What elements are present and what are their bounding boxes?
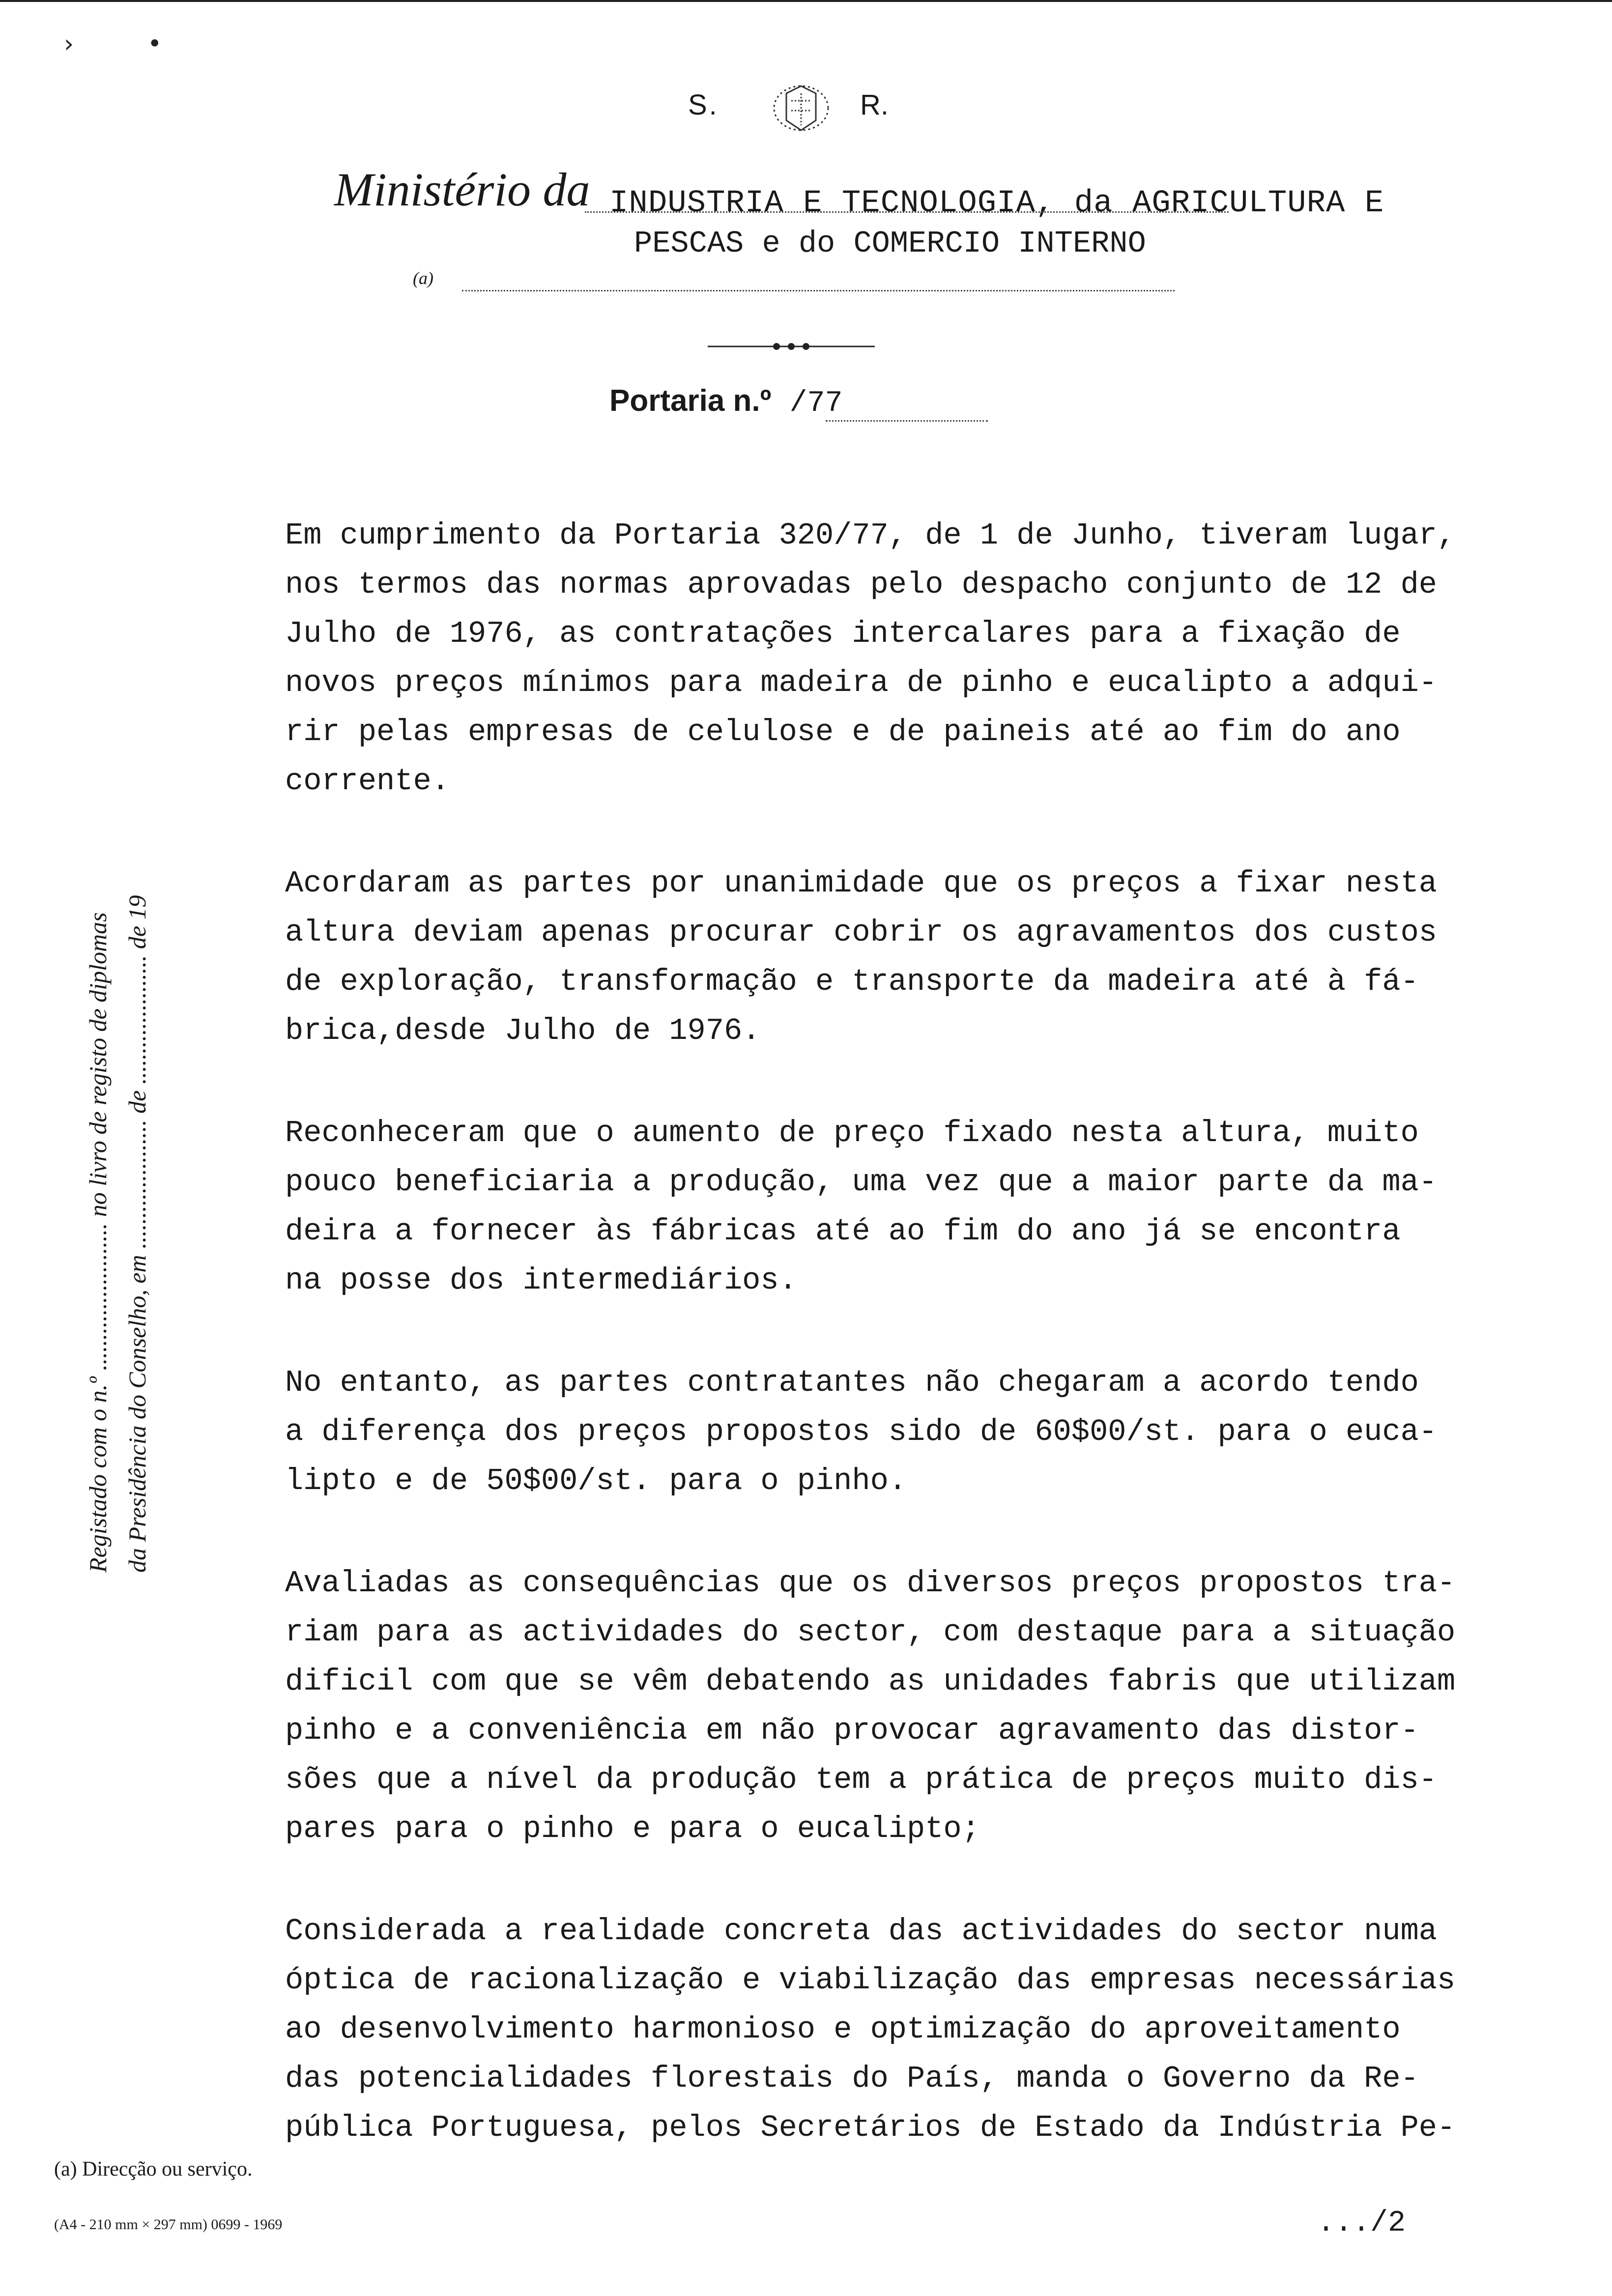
coat-of-arms-icon	[752, 74, 850, 143]
direction-marker: (a)	[413, 268, 433, 288]
paragraph-6: Considerada a realidade concreta das actividades do sector numa óptica de racionalização e viabilização das empresas necessárias ao desenvolvimento harmonioso e optimização do aproveitamento das potencialidades florestais do País, manda o Governo da Re- pública Portuguesa, pelos Secretários de Estado da Indústria Pe-	[285, 1914, 1456, 2145]
sr-letter-r: R.	[860, 89, 889, 121]
page-continuation: .../2	[1317, 2207, 1406, 2240]
direction-dotted-line	[462, 290, 1175, 291]
sr-letter-s: S.	[688, 89, 719, 121]
ministry-name-line1: INDUSTRIA E TECNOLOGIA, da AGRICULTURA E	[609, 186, 1384, 221]
page-top-rule	[0, 0, 1612, 2]
paper-format-note: (A4 - 210 mm × 297 mm) 0699 - 1969	[54, 2216, 283, 2233]
ministry-prefix: Ministério	[334, 163, 531, 216]
portaria-number: /77	[789, 387, 843, 420]
paragraph-2: Acordaram as partes por unanimidade que os preços a fixar nesta altura deviam apenas procurar cobrir os agravamentos dos custos de exploração, transformação e transporte da madeira até à fá- brica,desde Julho de 1976.	[285, 866, 1437, 1048]
ornament-divider-icon	[708, 339, 875, 354]
document-body	[285, 511, 1573, 2206]
ministry-connector: da	[543, 163, 590, 216]
sr-emblem-header	[688, 74, 934, 143]
paragraph-4: No entanto, as partes contratantes não chegaram a acordo tendo a diferença dos preços propostos sido de 60$00/st. para o euca- lipto e de 50$00/st. para o pinho.	[285, 1365, 1437, 1498]
ministry-underline	[585, 211, 1229, 213]
registration-line-2: da Presidência do Conselho, em ..................... de ..................... de 19	[123, 895, 151, 1573]
portaria-number-line	[826, 420, 988, 422]
paragraph-5: Avaliadas as consequências que os diversos preços propostos tra- riam para as actividades do sector, com destaque para a situação dificil com que se vêm debatendo as unidades fabris que utilizam pinho e a conveniência em não provocar agravamento das distor- sões que a nível da produção tem a prática de preços muito dis- pares para o pinho e para o eucalipto;	[285, 1566, 1456, 1846]
corner-mark-dot: •	[147, 29, 162, 58]
footnote: (a) Direcção ou serviço.	[54, 2158, 253, 2181]
registration-margin-note	[84, 0, 182, 1573]
paragraph-1: Em cumprimento da Portaria 320/77, de 1 de Junho, tiveram lugar, nos termos das normas aprovadas pelo despacho conjunto de 12 de Julho de 1976, as contratações intercalares para a fixação de novos preços mínimos para madeira de pinho e eucalipto a adqui- rir pelas empresas de celulose e de paineis até ao fim do ano corrente.	[285, 518, 1456, 799]
registration-line-1: Registado com o n.º ........................ no livro de registo de diplomas	[84, 912, 112, 1573]
paragraph-3: Reconheceram que o aumento de preço fixado nesta altura, muito pouco beneficiaria a produção, uma vez que a maior parte da ma- deira a fornecer às fábricas até ao fim do ano já se encontra na posse dos intermediários.	[285, 1116, 1437, 1298]
ministry-name-line2: PESCAS e do COMERCIO INTERNO	[634, 226, 1146, 261]
portaria-label: Portaria n.º	[609, 384, 772, 418]
corner-mark-left: ›	[64, 29, 74, 58]
portaria-title	[609, 383, 843, 420]
